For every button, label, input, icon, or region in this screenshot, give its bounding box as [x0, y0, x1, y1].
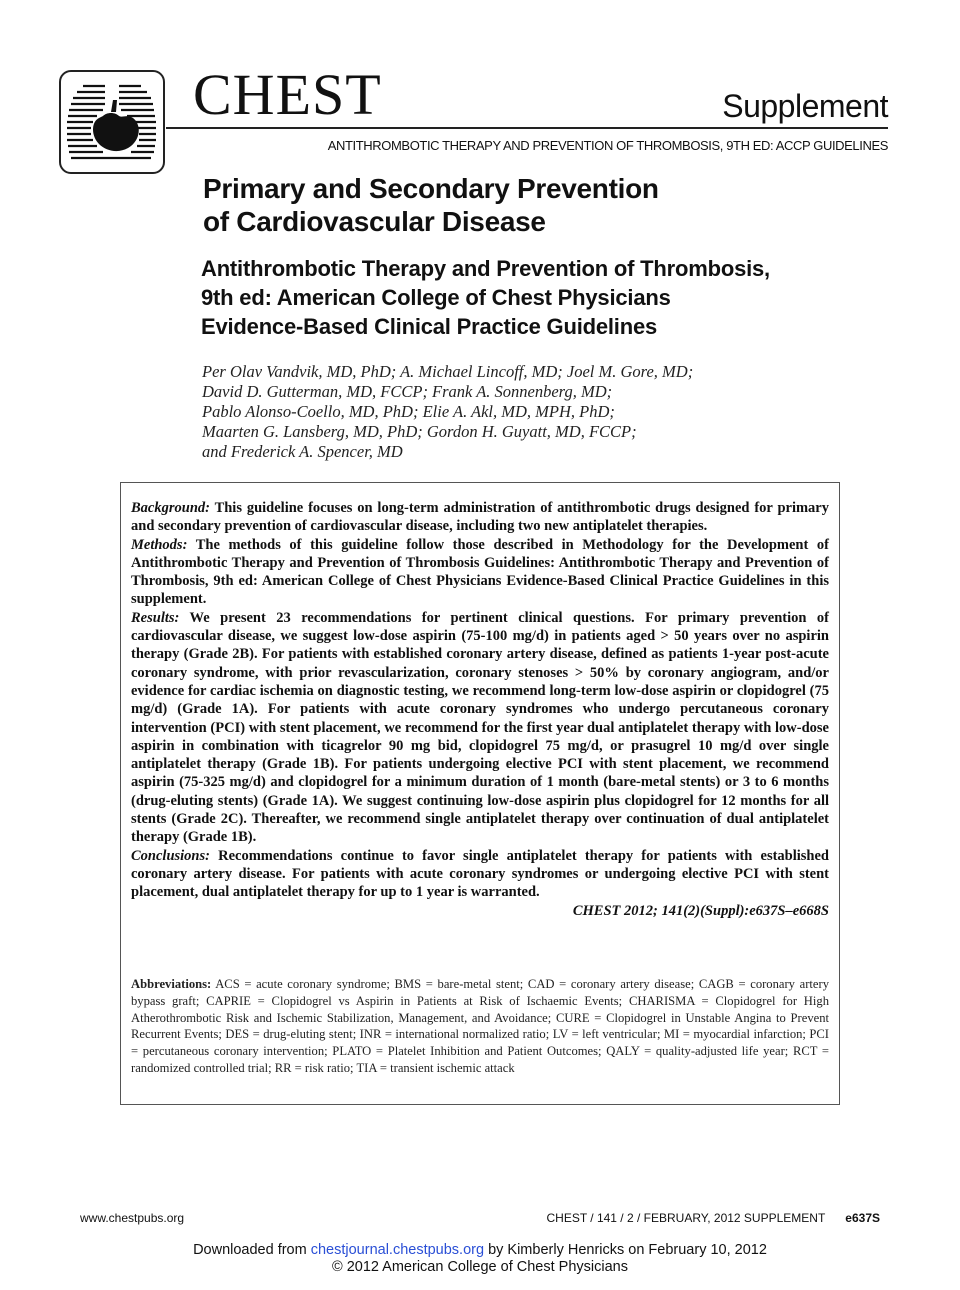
download-prefix: Downloaded from	[193, 1242, 311, 1258]
abstract-results	[131, 609, 829, 847]
journal-name: CHEST	[193, 62, 382, 127]
title-line: Primary and Secondary Prevention	[203, 173, 659, 204]
issue-info	[547, 1211, 881, 1225]
methods-label: Methods:	[131, 536, 188, 553]
author-line: Per Olav Vandvik, MD, PhD; A. Michael Lincoff, MD; Joel M. Gore, MD;	[202, 362, 694, 381]
author-line: David D. Gutterman, MD, FCCP; Frank A. Sonnenberg, MD;	[202, 382, 613, 401]
header-divider	[166, 127, 888, 129]
abbreviations	[131, 976, 829, 1077]
website-link[interactable]: www.chestpubs.org	[80, 1211, 185, 1225]
download-line	[0, 1242, 960, 1259]
page-number: e637S	[845, 1211, 880, 1225]
abstract-methods	[131, 536, 829, 609]
author-line: Maarten G. Lansberg, MD, PhD; Gordon H. Guyatt, MD, FCCP;	[202, 422, 637, 441]
journal-link[interactable]: chestjournal.chestpubs.org	[310, 1242, 485, 1258]
download-notice	[0, 1242, 960, 1276]
conclusions-label: Conclusions:	[131, 847, 210, 864]
results-label: Results:	[131, 609, 180, 626]
chest-logo	[59, 70, 165, 174]
copyright: © 2012 American College of Chest Physicians	[331, 1259, 628, 1275]
abstract-background	[131, 499, 829, 536]
abstract	[131, 499, 829, 920]
subtitle-line: Evidence-Based Clinical Practice Guidelines	[201, 314, 658, 339]
download-suffix: by Kimberly Henricks on February 10, 2012	[484, 1242, 767, 1258]
author-line: Pablo Alonso-Coello, MD, PhD; Elie A. Akl, MD, MPH, PhD;	[202, 402, 615, 421]
title-line: of Cardiovascular Disease	[203, 206, 546, 237]
subtitle-line: Antithrombotic Therapy and Prevention of Thrombosis,	[201, 256, 770, 281]
issue-text: CHEST / 141 / 2 / FEBRUARY, 2012 SUPPLEMENT	[546, 1211, 826, 1225]
series-title: ANTITHROMBOTIC THERAPY AND PREVENTION OF THROMBOSIS, 9TH ED: ACCP GUIDELINES	[327, 138, 888, 153]
background-label: Background:	[131, 500, 210, 516]
supplement-label: Supplement	[722, 88, 888, 124]
abbreviations-label: Abbreviations:	[131, 977, 212, 991]
article-title	[203, 172, 823, 238]
methods-text: The methods of this guideline follow those described in Methodology for the Development of Antithrombotic Therapy and Prevention of Thrombosis Guidelines: Antithrombotic Therapy and Prevention of Thrombosis, 9th ed: American College of Chest Physicians Evidence-Based Clinical Practice Guidelines in this supplement.	[131, 536, 829, 608]
abstract-conclusions	[131, 847, 829, 902]
article-subtitle	[201, 254, 881, 341]
results-text: We present 23 recommendations for pertinent clinical questions. For primary prevention of cardiovascular disease, we suggest low-dose aspirin (75-100 mg/d) in patients aged > 50 years over no aspirin therapy (Grade 2B). For patients with established coronary artery disease, defined as patients 1-year post-acute coronary syndrome, with prior revascularization, coronary stenoses > 50% by coronary angiogram, and/or evidence for cardiac ischemia on diagnostic testing, we recommend long-term low-dose aspirin or clopidogrel (75 mg/d) (Grade 1A). For patients with acute coronary syndromes who undergo percutaneous coronary intervention (PCI) with stent placement, we recommend for the first year dual antiplatelet therapy with low-dose aspirin in combination with ticagrelor 90 mg bid, clopidogrel 75 mg/d, or prasugrel 10 mg/d over single antiplatelet therapy (Grade 1B). For patients undergoing elective PCI with stent placement, we recommend aspirin (75-325 mg/d) and clopidogrel for a minimum duration of 1 month (bare-metal stents) or 3 to 6 months (drug-eluting stents) (Grade 1A). We suggest continuing low-dose aspirin plus clopidogrel for 12 months for all stents (Grade 2C). Thereafter, we recommend single antiplatelet therapy over continuation of dual antiplatelet therapy (Grade 1B).	[131, 609, 829, 846]
author-line: and Frederick A. Spencer, MD	[202, 442, 403, 461]
author-list	[202, 362, 842, 462]
citation: CHEST 2012; 141(2)(Suppl):e637S–e668S	[572, 902, 829, 919]
conclusions-text: Recommendations continue to favor single antiplatelet therapy for patients with established coronary artery disease. For patients with acute coronary syndromes or undergoing elective PCI with stent placement, dual antiplatelet therapy for up to 1 year is warranted.	[131, 847, 829, 901]
abbreviations-text: ACS = acute coronary syndrome; BMS = bare-metal stent; CAD = coronary artery disease; CAGB = coronary artery bypass graft; CAPRIE = Clopidogrel vs Aspirin in Patients at Risk of Ischaemic Events; CHARISMA = Clopidogrel for High Atherothrombotic Risk and Ischemic Stabilization, Management, and Avoidance; CURE = Clopidogrel in Unstable Angina to Prevent Recurrent Events; DES = drug-eluting stent; INR = international normalized ratio; LV = left ventricular; MI = myocardial infarction; PCI = percutaneous coronary intervention; PLATO = Platelet Inhibition and Patient Outcomes; QALY = quality-adjusted life year; RCT = randomized controlled trial; RR = risk ratio; TIA = transient ischemic attack	[131, 977, 829, 1075]
background-text: This guideline focuses on long-term administration of antithrombotic drugs designed for primary and secondary prevention of cardiovascular disease, including two new antiplatelet therapies.	[131, 500, 829, 535]
subtitle-line: 9th ed: American College of Chest Physicians	[201, 285, 671, 310]
lungs-heart-icon	[61, 72, 163, 172]
